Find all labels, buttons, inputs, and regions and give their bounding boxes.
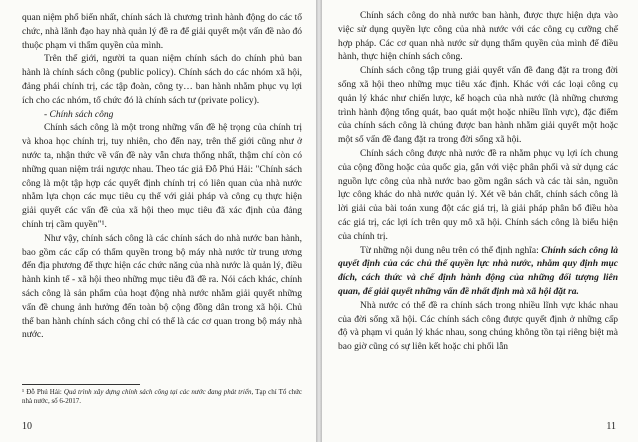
footnote-divider xyxy=(22,384,140,385)
paragraph: Chính sách công do nhà nước ban hành, được thực hiện dựa vào việc sử dụng quyền lực công của nhà nước với các công cụ cưỡng chế hợp pháp. Các cơ quan nhà nước sử dụng thẩm quyền của mình để điều hành, thực hiện chính sách công. xyxy=(338,11,618,63)
footnote-source: , Tạp chí Tổ chức nhà nước, số 6-2017. xyxy=(22,388,303,405)
right-page-body xyxy=(338,10,618,355)
paragraph: Nhà nước có thể đề ra chính sách trong nhiều lĩnh vực khác nhau của đời sống xã hội. Các chính sách công được quyết định ở những cấp độ và phạm vi quản lý khác nhau, song chúng không tồn tại riêng biệt mà bao giờ cũng có sự liên kết hoặc chi phối lẫn xyxy=(338,300,618,353)
footnote-author: Đỗ Phú Hải: xyxy=(26,388,64,396)
page-number: 11 xyxy=(606,421,616,432)
left-page-body xyxy=(22,12,302,343)
definition-text: Chính sách công là quyết định của các chủ thể quyền lực nhà nước, nhằm quy định mục đích, cách thức và chế định hành động của những đối tượng liên quan, để giải quyết những vấn đề nhất định mà xã hội đặt ra. xyxy=(338,245,618,297)
left-page xyxy=(0,0,316,442)
footnote-title: Quá trình xây dựng chính sách công tại các nước đang phát triển xyxy=(63,388,252,396)
right-page xyxy=(322,0,638,442)
paragraph: Chính sách công là một trong những vấn đề hệ trọng của chính trị và khoa học chính trị, tuy nhiên, cho đến nay, trên thế giới cũng như ở nước ta, nhận thức về vấn đề này vẫn chưa thống nhất, thậm chí còn có những quan niệm trái ngược nhau. Theo tác giả Đỗ Phú Hải: "Chính sách công là một tập hợp các quyết định chính trị có liên quan của nhà nước nhằm lựa chọn các mục tiêu cụ thể với giải pháp và công cụ thực hiện giải quyết các vấn đề của xã hội theo mục tiêu đã xác định của đảng chính trị cầm quyền"¹. xyxy=(22,123,302,230)
footnote-marker: ¹ xyxy=(22,388,25,396)
page-number: 10 xyxy=(22,421,32,432)
section-heading: - Chính sách công xyxy=(44,109,114,120)
definition-paragraph xyxy=(338,245,618,300)
paragraph: Trên thế giới, người ta quan niệm chính sách do chính phủ ban hành là chính sách công (public policy). Chính sách do các nhóm xã hội, đảng phái chính trị, các tập đoàn, công ty… ban hành nhằm phục vụ lợi ích cho các nhóm, tổ chức đó là chính sách tư (private policy). xyxy=(22,54,302,106)
paragraph: Như vậy, chính sách công là các chính sách do nhà nước ban hành, bao gồm các cấp có thẩm quyền trong bộ máy nhà nước từ trung ương đến địa phương để thực hiện các chức năng của nhà nước là quản lý, điều hành kinh tế - xã hội theo những mục tiêu đã đề ra. Nói cách khác, chính sách công là sản phẩm của hoạt động nhà nước nhằm giải quyết những vấn đề chung ảnh hưởng đến toàn bộ cộng đồng dân trong xã hội. Chủ thể ban hành chính sách công chỉ có thể là các cơ quan trong bộ máy nhà nước. xyxy=(22,233,302,341)
paragraph: Chính sách công được nhà nước đề ra nhằm phục vụ lợi ích chung của cộng đồng hoặc của quốc gia, gắn với việc phân phối và sử dụng các nguồn lực công của nhà nước bao gồm ngân sách và các tài sản, nguồn lực công khác do nhà nước quản lý. Xét về bản chất, chính sách công là lời giải của bài toán xung đột các giá trị, là giải pháp phân bổ điều hòa các giá trị, các lợi ích trên quy mô xã hội. Chính sách công là biểu hiện của chính trị. xyxy=(338,148,618,242)
paragraph: quan niệm phổ biến nhất, chính sách là chương trình hành động do các tổ chức, nhà lãnh đạo hay nhà quản lý đề ra để giải quyết một vấn đề nào đó thuộc phạm vi thẩm quyền của mình. xyxy=(22,13,302,51)
definition-intro: Từ những nội dung nêu trên có thể định nghĩa: xyxy=(360,245,542,256)
paragraph: Chính sách công tập trung giải quyết vấn đề đang đặt ra trong đời sống xã hội theo những mục tiêu xác định. Khác với các loại công cụ quản lý khác như chiến lược, kế hoạch của nhà nước (là những chương trình hành động tổng quát, bao quát một hoặc nhiều lĩnh vực), đặc điểm của chính sách công là chúng được ban hành nhằm giải quyết một hoặc một số vấn đề đang đặt ra trong đời sống xã hội. xyxy=(338,66,618,146)
footnote xyxy=(22,388,302,406)
